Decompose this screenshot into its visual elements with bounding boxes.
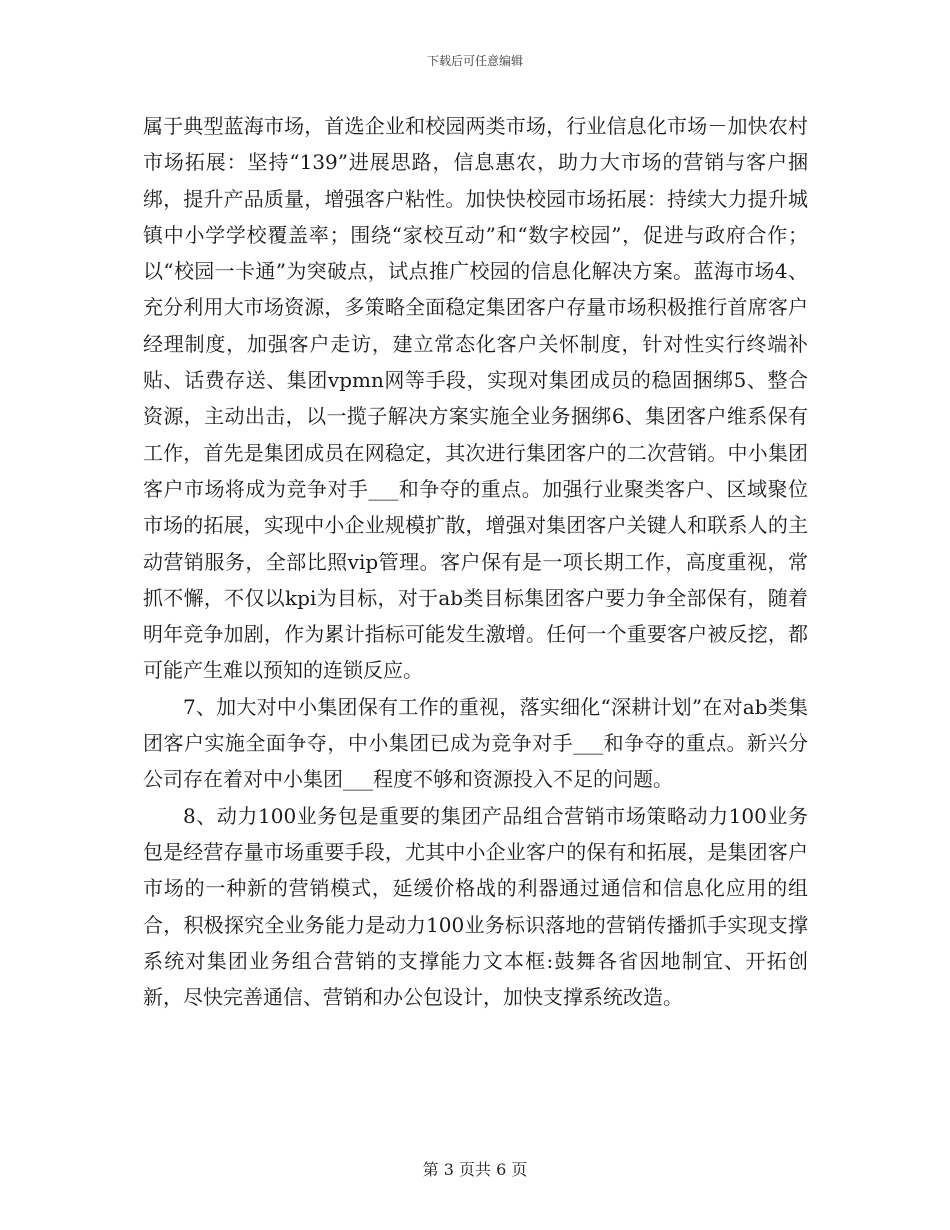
paragraph-2: 7、加大对中小集团保有工作的重视，落实细化“深耕计划”在对ab类集团客户实施全面争夺，中小集团已成为竞争对手___和争夺的重点。新兴分公司存在着对中小集团___程度不够和资源投入不足的问题。: [143, 694, 808, 792]
paragraph-3: 8、动力100业务包是重要的集团产品组合营销市场策略动力100业务包是经营存量市场重要手段，尤其中小企业客户的保有和拓展，是集团客户市场的一种新的营销模式，延缓价格战的利器通过通信和信息化应用的组合，积极探究全业务能力是动力100业务标识落地的营销传播抓手实现支撑系统对集团业务组合营销的支撑能力文本框:鼓舞各省因地制宜、开拓创新，尽快完善通信、营销和办公包设计，加快支撑系统改造。: [143, 803, 808, 1010]
document-body: [143, 108, 808, 1015]
page-header: 下载后可任意编辑: [426, 54, 523, 68]
page-footer: 第 3 页共 6 页: [422, 1160, 528, 1179]
paragraph-1: 属于典型蓝海市场，首选企业和校园两类市场，行业信息化市场－加快农村市场拓展：坚持“139”进展思路，信息惠农，助力大市场的营销与客户捆绑，提升产品质量，增强客户粘性。加快快校园市场拓展：持续大力提升城镇中小学学校覆盖率；围绕“家校互动”和“数字校园”，促进与政府合作；以“校园一卡通”为突破点，试点推广校园的信息化解决方案。蓝海市场4、充分利用大市场资源，多策略全面稳定集团客户存量市场积极推行首席客户经理制度，加强客户走访，建立常态化客户关怀制度，针对性实行终端补贴、话费存送、集团vpmn网等手段，实现对集团成员的稳固捆绑5、整合资源，主动出击，以一揽子解决方案实施全业务捆绑6、集团客户维系保有工作，首先是集团成员在网稳定，其次进行集团客户的二次营销。中小集团客户市场将成为竞争对手___和争夺的重点。加强行业聚类客户、区域聚位市场的拓展，实现中小企业规模扩散，增强对集团客户关键人和联系人的主动营销服务，全部比照vip管理。客户保有是一项长期工作，高度重视，常抓不懈，不仅以kpi为目标，对于ab类目标集团客户要力争全部保有，随着明年竞争加剧，作为累计指标可能发生激增。任何一个重要客户被反挖，都可能产生难以预知的连锁反应。: [143, 114, 808, 683]
